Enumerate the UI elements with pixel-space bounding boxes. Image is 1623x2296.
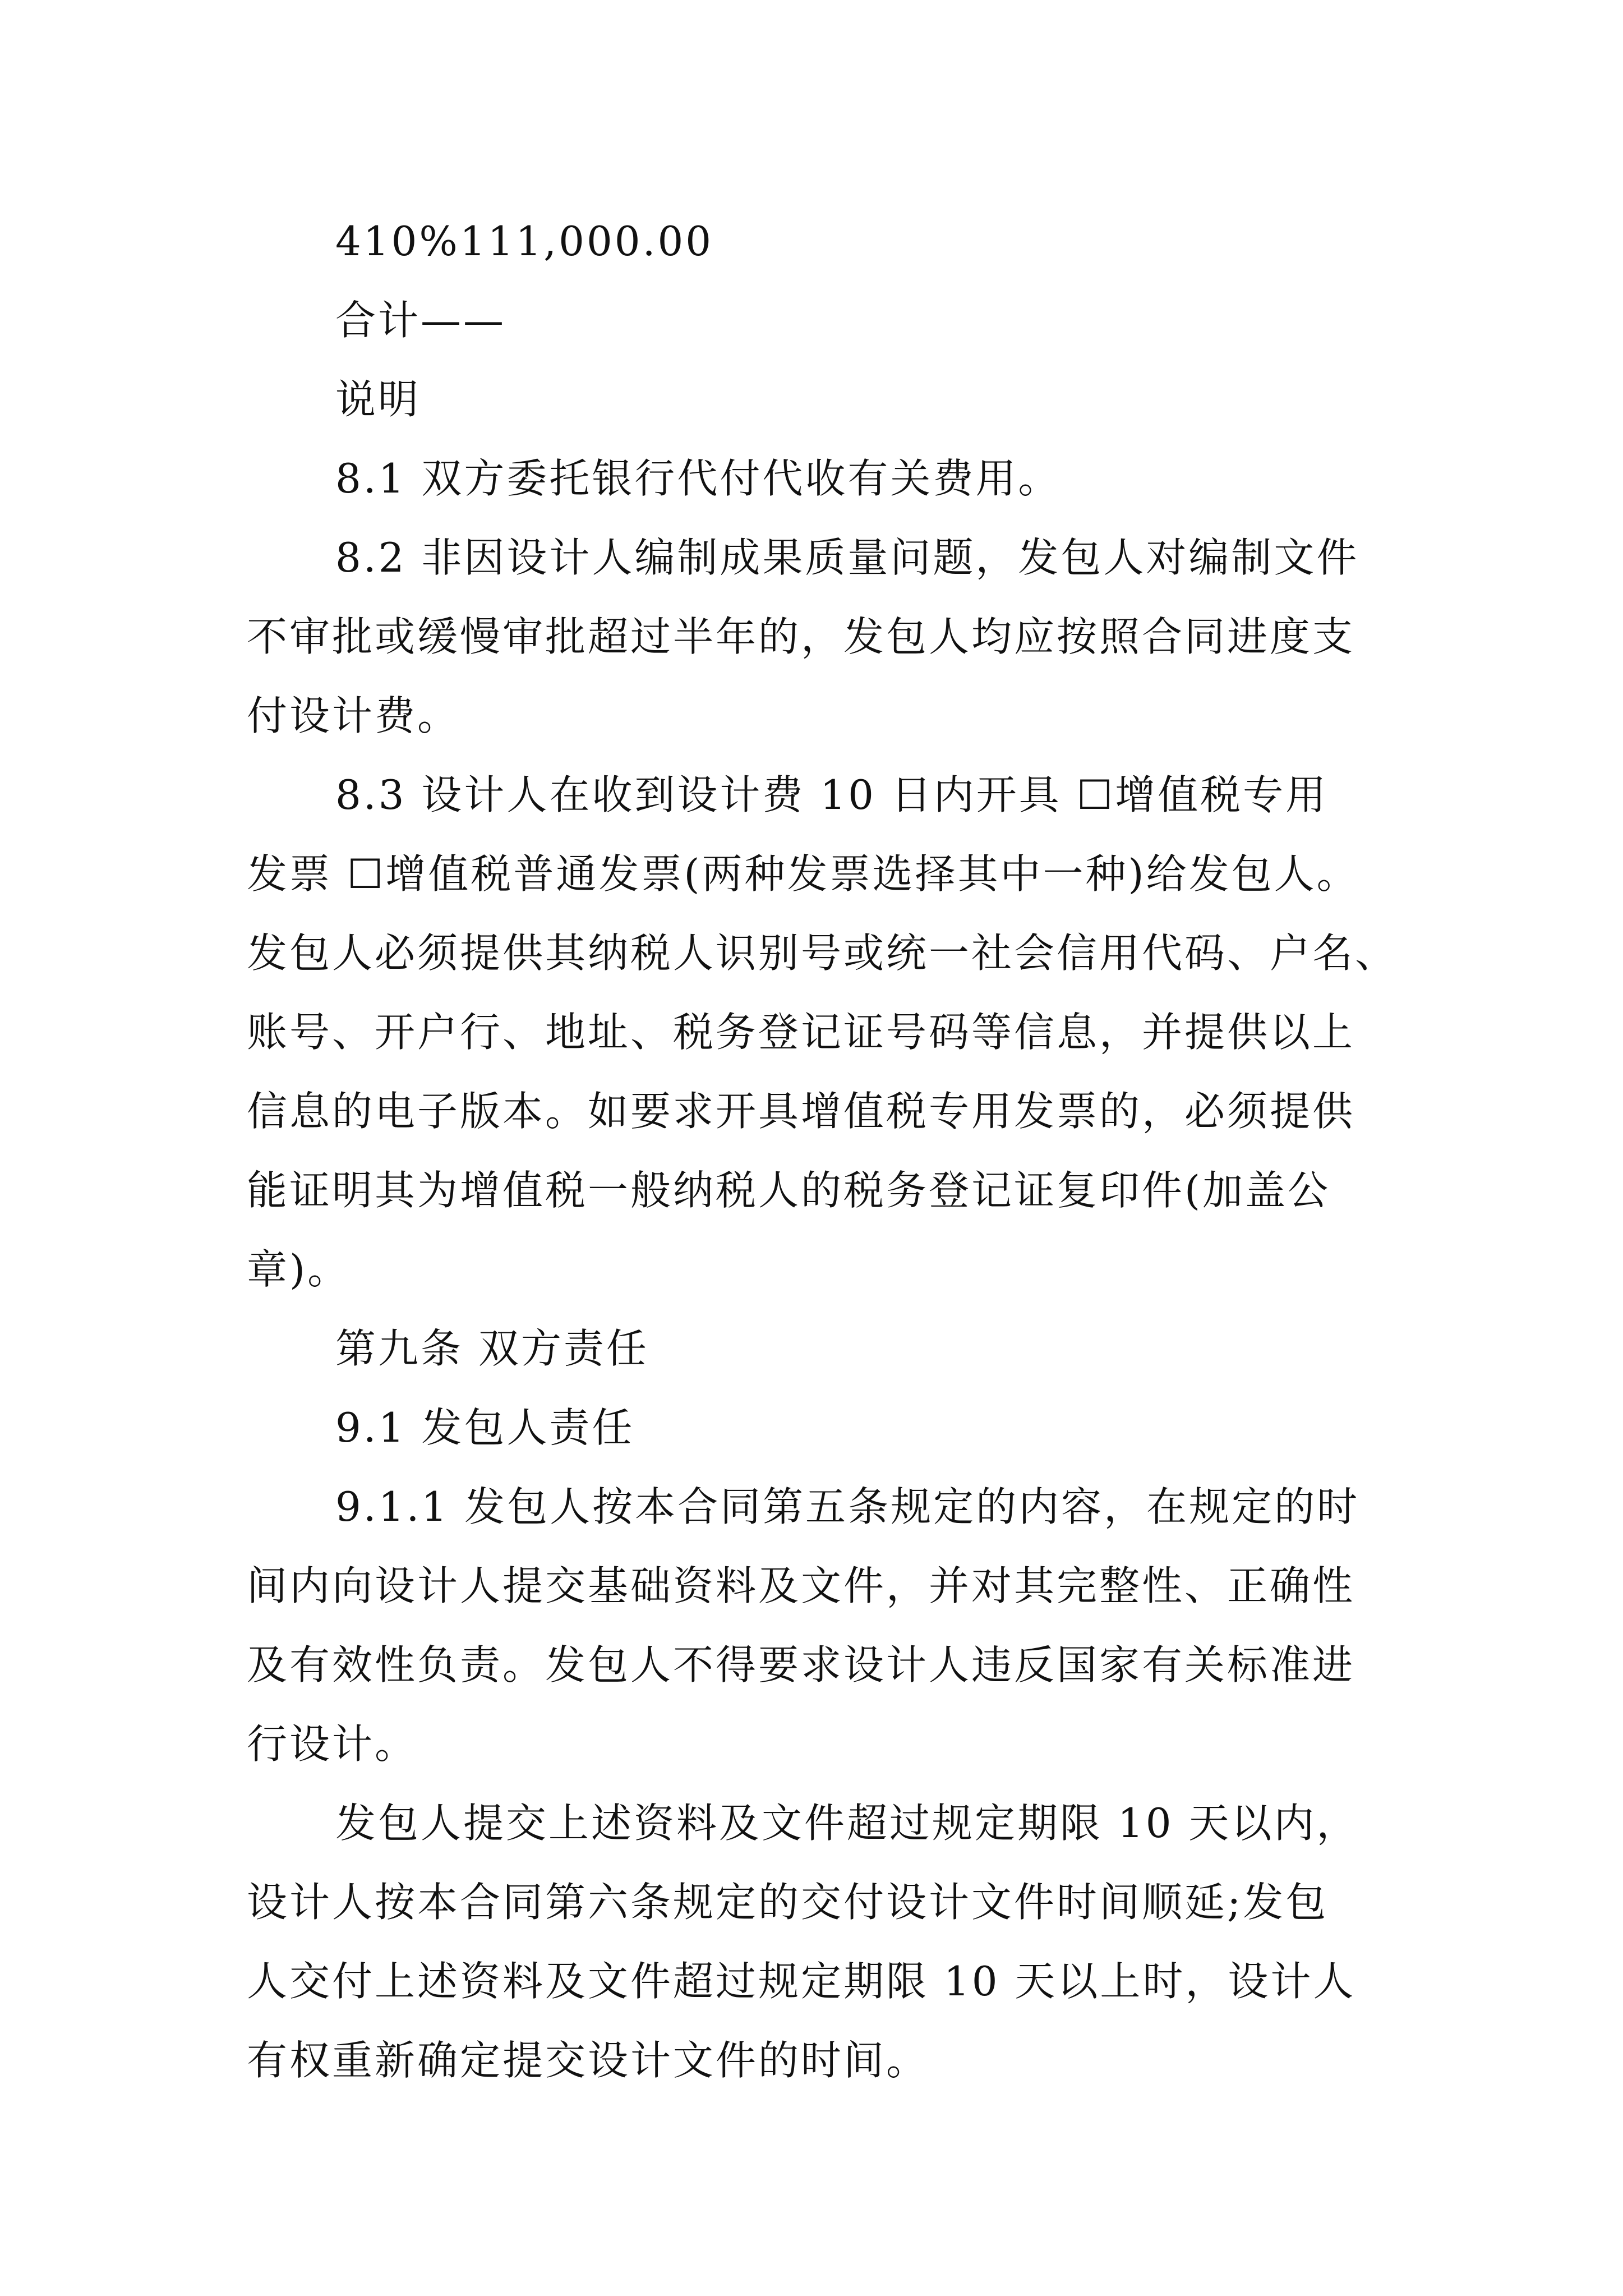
clause-9-1-1-line-2: 间内向设计人提交基础资料及文件，并对其完整性、正确性 — [247, 1562, 1355, 1609]
document-body — [247, 202, 1413, 2100]
clause-8-1: 8.1 双方委托银行代付代收有关费用。 — [335, 455, 1061, 502]
paragraph-delay-line-2: 设计人按本合同第六条规定的交付设计文件时间顺延;发包 — [247, 1879, 1329, 1926]
clause-8-2-line-1: 8.2 非因设计人编制成果质量问题，发包人对编制文件 — [335, 534, 1359, 581]
clause-9-1-1-line-4: 行设计。 — [247, 1720, 418, 1768]
clause-8-3-line-2: 发票 ☐增值税普通发票(两种发票选择其中一种)给发包人。 — [247, 850, 1359, 898]
clause-8-3-line-6: 能证明其为增值税一般纳税人的税务登记证复印件(加盖公 — [247, 1167, 1331, 1214]
clause-8-3-line-7: 章)。 — [247, 1246, 351, 1293]
paragraph-delay-line-3: 人交付上述资料及文件超过规定期限 10 天以上时，设计人 — [247, 1958, 1356, 2005]
table-row-total: 合计—— — [335, 297, 506, 344]
clause-8-3-line-5: 信息的电子版本。如要求开具增值税专用发票的，必须提供 — [247, 1088, 1355, 1135]
clause-8-2-line-2: 不审批或缓慢审批超过半年的，发包人均应按照合同进度支 — [247, 613, 1355, 660]
notes-heading: 说明 — [335, 376, 421, 423]
table-row-item-4: 410%111,000.00 — [335, 218, 714, 265]
clause-8-3-line-3: 发包人必须提供其纳税人识别号或统一社会信用代码、户名、 — [247, 930, 1398, 977]
clause-9-1-1-line-3: 及有效性负责。发包人不得要求设计人违反国家有关标准进 — [247, 1641, 1355, 1688]
clause-8-3-line-1: 8.3 设计人在收到设计费 10 日内开具 ☐增值税专用 — [335, 771, 1329, 818]
paragraph-delay-line-4: 有权重新确定提交设计文件的时间。 — [247, 2037, 929, 2084]
clause-8-2-line-3: 付设计费。 — [247, 692, 460, 739]
clause-8-3-line-4: 账号、开户行、地址、税务登记证号码等信息，并提供以上 — [247, 1009, 1355, 1056]
article-9-heading: 第九条 双方责任 — [335, 1325, 649, 1372]
clause-9-1-heading: 9.1 发包人责任 — [335, 1404, 635, 1451]
clause-9-1-1-line-1: 9.1.1 发包人按本合同第五条规定的内容，在规定的时 — [335, 1483, 1360, 1530]
paragraph-delay-line-1: 发包人提交上述资料及文件超过规定期限 10 天以内， — [335, 1800, 1359, 1847]
